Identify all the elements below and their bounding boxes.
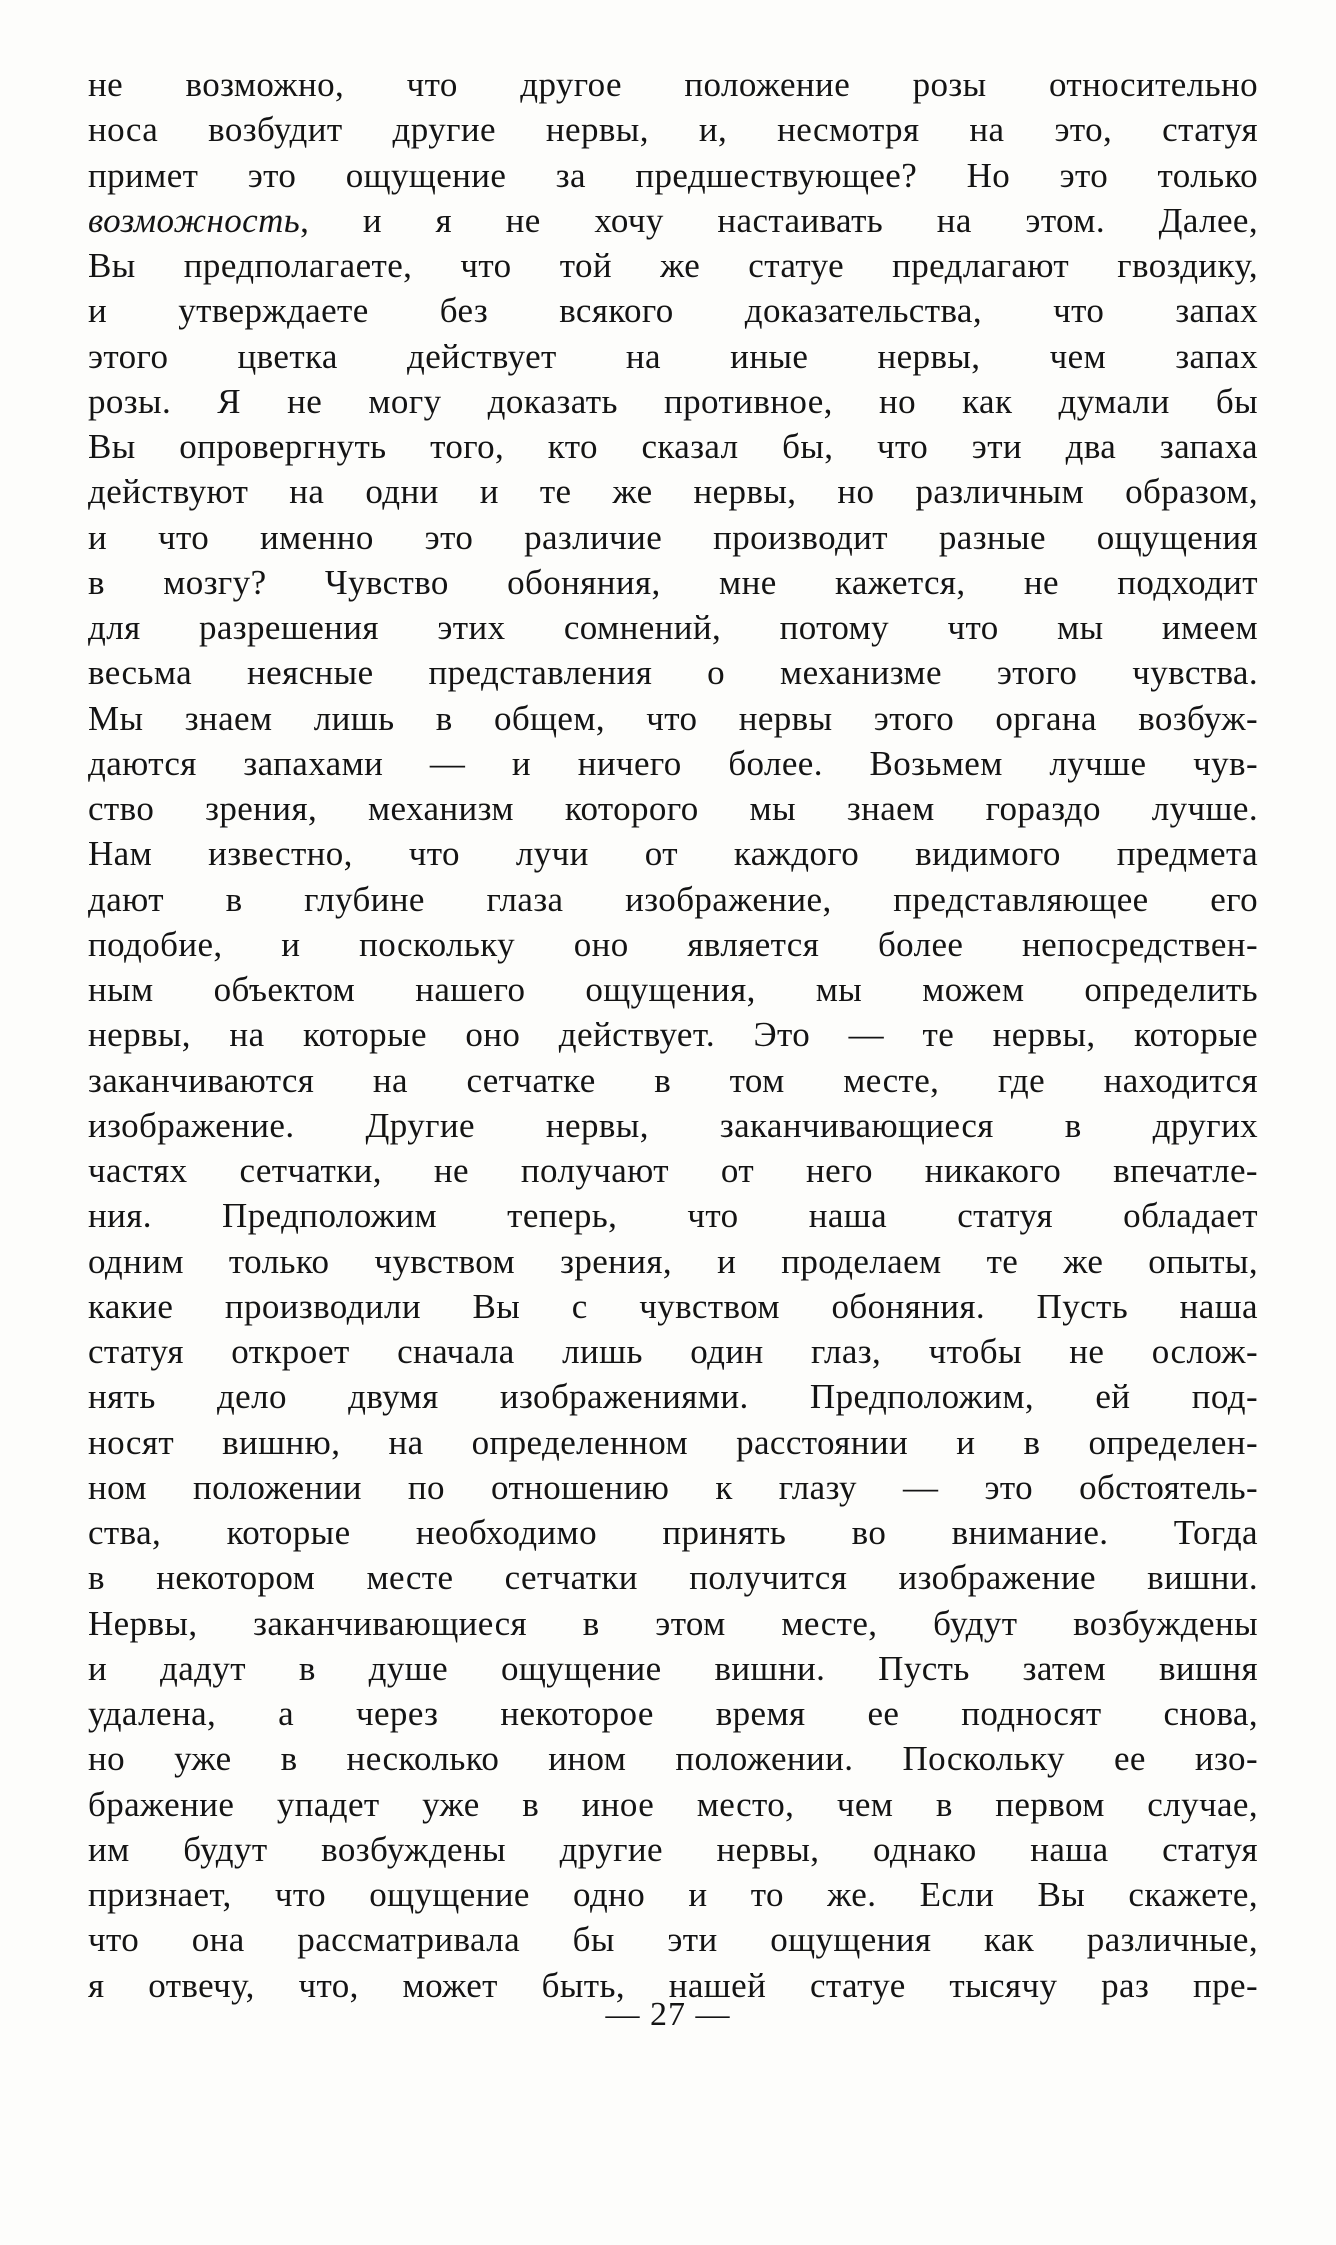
- text-line: дают в глубине глаза изображение, представляющее его: [88, 879, 1258, 919]
- text-line: какие производили Вы с чувством обоняния. Пусть наша: [88, 1286, 1258, 1326]
- text-line-last: я отвечу, что, может быть, нашей статуе тысячу раз пре-: [88, 1965, 1258, 2005]
- text-line: ство зрения, механизм которого мы знаем гораздо лучше.: [88, 789, 1258, 828]
- text-line: даются запахами — и ничего более. Возьмем лучше чув-: [88, 743, 1258, 783]
- text-line: признает, что ощущение одно и то же. Если Вы скажете,: [88, 1875, 1258, 1914]
- text-line: в некотором месте сетчатки получится изображение вишни.: [88, 1558, 1258, 1598]
- text-line: ным объектом нашего ощущения, мы можем определить: [88, 970, 1258, 1009]
- text-line: ства, которые необходимо принять во внимание. Тогда: [88, 1513, 1258, 1552]
- text-line: Вы предполагаете, что той же статуе предлагают гвоздику,: [88, 246, 1258, 285]
- text-line: изображение. Другие нервы, заканчивающиеся в других: [88, 1105, 1258, 1145]
- text-line-with-italic: [88, 198, 1258, 243]
- text-line: удалена, а через некоторое время ее подносят снова,: [88, 1694, 1258, 1733]
- text-line: примет это ощущение за предшествующее? Но это только: [88, 155, 1258, 195]
- text-line: Мы знаем лишь в общем, что нервы этого органа возбуж-: [88, 698, 1258, 738]
- text-line: одним только чувством зрения, и проделаем те же опыты,: [88, 1241, 1258, 1281]
- text-line: весьма неясные представления о механизме этого чувства.: [88, 653, 1258, 693]
- text-line: бражение упадет уже в иное место, чем в первом случае,: [88, 1784, 1258, 1824]
- text-line: и утверждаете без всякого доказательства, что запах: [88, 291, 1258, 331]
- text-line: действуют на одни и те же нервы, но различным образом,: [88, 472, 1258, 512]
- text-line: заканчиваются на сетчатке в том месте, где находится: [88, 1060, 1258, 1100]
- text-line: для разрешения этих сомнений, потому что мы имеем: [88, 608, 1258, 647]
- text-line: не возможно, что другое положение розы относительно: [88, 65, 1258, 104]
- text-line: им будут возбуждены другие нервы, однако наша статуя: [88, 1829, 1258, 1869]
- text-line: нять дело двумя изображениями. Предположим, ей под-: [88, 1377, 1258, 1417]
- text-line: частях сетчатки, не получают от него никакого впечатле-: [88, 1151, 1258, 1190]
- text-line: подобие, и поскольку оно является более непосредствен-: [88, 924, 1258, 964]
- page-number: — 27 —: [605, 1996, 731, 2033]
- text-line: нервы, на которые оно действует. Это — те нервы, которые: [88, 1015, 1258, 1055]
- text-line: что она рассматривала бы эти ощущения как различные,: [88, 1920, 1258, 1960]
- text-line: носят вишню, на определенном расстоянии и в определен-: [88, 1422, 1258, 1462]
- text-line: и дадут в душе ощущение вишни. Пусть затем вишня: [88, 1648, 1258, 1688]
- text-line: и что именно это различие производит разные ощущения: [88, 517, 1258, 557]
- text-line: розы. Я не могу доказать противное, но как думали бы: [88, 381, 1258, 421]
- text-line: Нервы, заканчивающиеся в этом месте, будут возбуждены: [88, 1603, 1258, 1643]
- text-line: носа возбудит другие нервы, и, несмотря на это, статуя: [88, 110, 1258, 150]
- text-line: Вы опровергнуть того, кто сказал бы, что эти два запаха: [88, 427, 1258, 466]
- text-line: в мозгу? Чувство обоняния, мне кажется, не подходит: [88, 562, 1258, 602]
- italic-word: возможность: [88, 200, 301, 240]
- text-line: Нам известно, что лучи от каждого видимого предмета: [88, 834, 1258, 874]
- text-line-rest: , и я не хочу настаивать на этом. Далее,: [300, 200, 1258, 240]
- text-line: статуя откроет сначала лишь один глаз, чтобы не ослож-: [88, 1332, 1258, 1371]
- text-line: ном положении по отношению к глазу — это обстоятель-: [88, 1467, 1258, 1507]
- text-line: ния. Предположим теперь, что наша статуя обладает: [88, 1196, 1258, 1236]
- text-line: но уже в несколько ином положении. Поскольку ее изо-: [88, 1739, 1258, 1779]
- body-text: [88, 62, 1258, 2008]
- text-line: этого цветка действует на иные нервы, чем запах: [88, 336, 1258, 376]
